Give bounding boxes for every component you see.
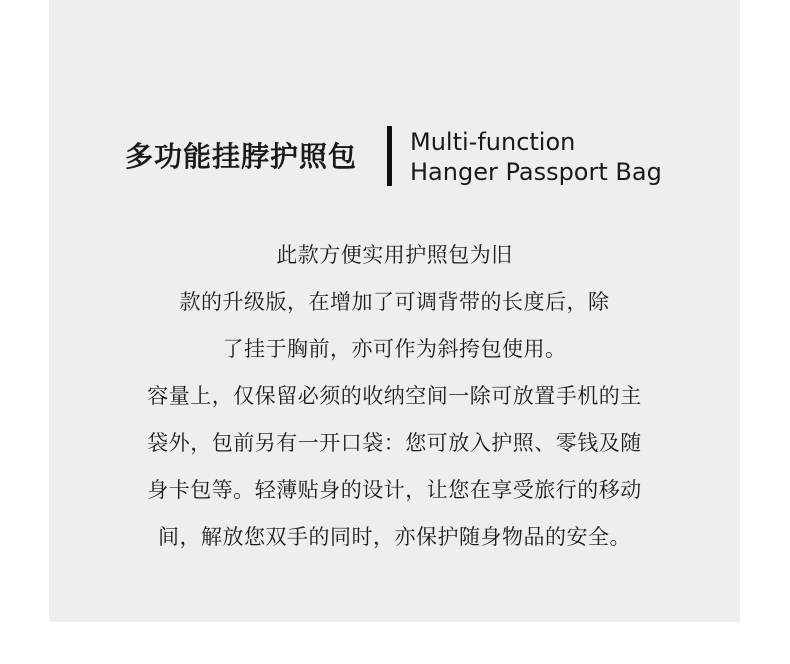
title-english-line-2: Hanger Passport Bag xyxy=(410,158,662,186)
description-text xyxy=(49,232,740,561)
description-line: 袋外，包前另有一开口袋：您可放入护照、零钱及随 xyxy=(147,431,642,455)
description-line: 款的升级版，在增加了可调背带的长度后，除 xyxy=(179,290,610,314)
description-line: 此款方便实用护照包为旧 xyxy=(276,243,513,267)
description-panel xyxy=(49,0,740,622)
title-chinese: 多功能挂脖护照包 xyxy=(125,140,358,173)
title-divider-bar xyxy=(387,126,392,186)
description-line: 容量上，仅保留必须的收纳空间一除可放置手机的主 xyxy=(147,384,642,408)
title-english xyxy=(410,127,662,187)
description-line: 身卡包等。轻薄贴身的设计，让您在享受旅行的移动 xyxy=(147,478,642,502)
heading xyxy=(49,124,740,190)
description-line: 了挂于胸前，亦可作为斜挎包使用。 xyxy=(222,337,567,361)
description-line: 间，解放您双手的同时，亦保护随身物品的安全。 xyxy=(158,525,631,549)
title-english-line-1: Multi-function xyxy=(410,128,576,156)
